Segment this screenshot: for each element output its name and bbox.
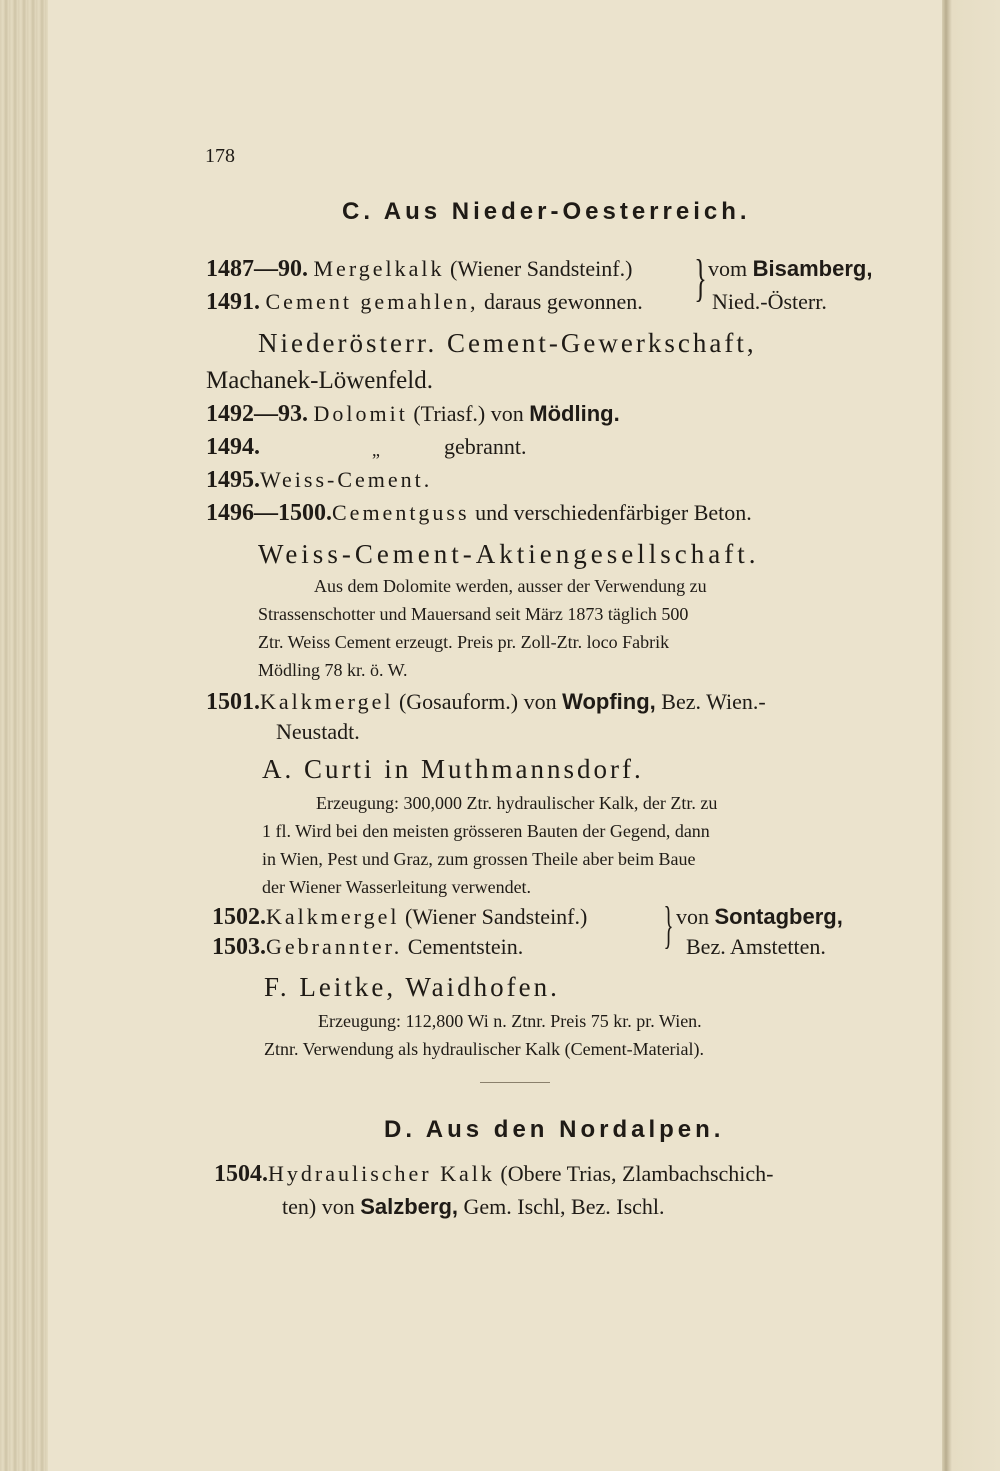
note2-line2: Strassenschotter und Mauersand seit März 1873 täglich 500 [258, 604, 689, 624]
note2-line4: Mödling 78 kr. ö. W. [258, 660, 408, 680]
entry-1501: 1501.Kalkmergel (Gosauform.) von Wopfing, Bez. Wien.- [206, 689, 766, 715]
entry-1491: 1491. Cement gemahlen, daraus gewonnen. [206, 289, 643, 315]
note2-line3: Ztr. Weiss Cement erzeugt. Preis pr. Zoll-Ztr. loco Fabrik [258, 632, 670, 652]
brace-left: } [663, 897, 674, 954]
entry-1487-location: vom Bisamberg, [708, 256, 873, 281]
entry-1495: 1495.Weiss-Cement. [206, 467, 433, 493]
producer-curti: A. Curti in Muthmannsdorf. [262, 754, 644, 784]
note3-line4: der Wiener Wasserleitung verwendet. [262, 877, 532, 897]
producer-leitke: F. Leitke, Waidhofen. [264, 972, 560, 1002]
entry-1503: 1503.Gebrannter. Cementstein. [212, 934, 524, 960]
brace-right: } [694, 250, 707, 307]
entry-1494: 1494. [206, 434, 260, 460]
entry-1504-line2: ten) von Salzberg, Gem. Ischl, Bez. Ischl. [282, 1194, 665, 1219]
entry-1501-line2: Neustadt. [276, 719, 360, 744]
entry-1502-location: von Sontagberg, [676, 904, 843, 929]
note4-line1: Erzeugung: 112,800 Wi n. Ztnr. Preis 75 kr. pr. Wien. [318, 1011, 702, 1031]
entry-1492: 1492—93. Dolomit (Triasf.) von Mödling. [206, 401, 620, 427]
producer-cement-gewerkschaft: Niederösterr. Cement-Gewerkschaft, [258, 328, 757, 358]
note3-line3: in Wien, Pest und Graz, zum grossen Theile aber beim Baue [262, 849, 696, 869]
section-divider [480, 1082, 550, 1083]
note4-line2: Ztnr. Verwendung als hydraulischer Kalk (Cement-Material). [264, 1039, 705, 1059]
entry-1504: 1504.Hydraulischer Kalk (Obere Trias, Zlambachschich- [214, 1161, 774, 1187]
producer-cement-gewerkschaft-owner: Machanek-Löwenfeld. [206, 367, 433, 394]
note3-line2: 1 fl. Wird bei den meisten grösseren Bauten der Gegend, dann [262, 821, 710, 841]
note3-line1: Erzeugung: 300,000 Ztr. hydraulischer Kalk, der Ztr. zu [316, 793, 718, 813]
entry-1502: 1502.Kalkmergel (Wiener Sandsteinf.) [212, 904, 588, 930]
section-heading-d: D. Aus den Nordalpen. [384, 1116, 725, 1143]
entry-1496: 1496—1500.Cementguss und verschiedenfärbiger Beton. [206, 500, 752, 526]
section-heading-c: C. Aus Nieder-Oesterreich. [342, 198, 751, 225]
entry-1487: 1487—90. Mergelkalk (Wiener Sandsteinf.) [206, 256, 633, 282]
page-stack-left-edge [0, 0, 48, 1471]
entry-1491-location: Nied.-Österr. [712, 289, 827, 314]
producer-weiss-cement: Weiss-Cement-Aktiengesellschaft. [258, 539, 760, 569]
ditto-mark: „ [372, 440, 380, 460]
page-right-edge [942, 0, 1000, 1471]
entry-1503-location: Bez. Amstetten. [686, 934, 826, 959]
entry-1494-desc: gebrannt. [444, 434, 527, 459]
note2-line1: Aus dem Dolomite werden, ausser der Verwendung zu [314, 576, 707, 596]
page-number: 178 [205, 145, 235, 167]
